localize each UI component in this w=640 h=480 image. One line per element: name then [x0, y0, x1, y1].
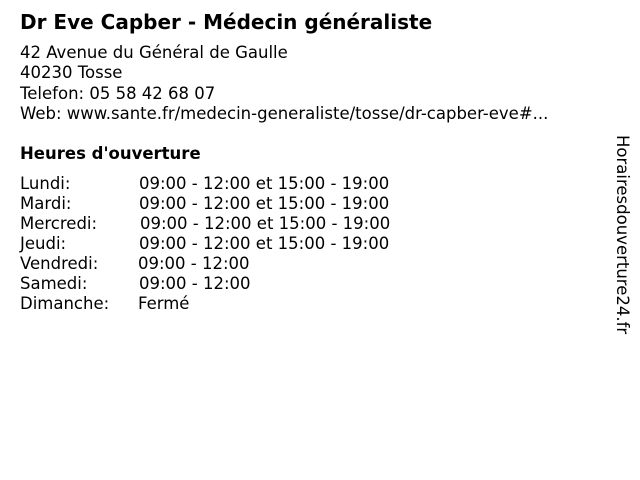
day-label: Lundi:: [20, 174, 71, 193]
day-label: Jeudi:: [20, 234, 67, 253]
time-value: 09:00 - 12:00: [138, 254, 250, 273]
site-watermark: Horairesdouverture24.fr: [613, 135, 632, 335]
time-value: 09:00 - 12:00 et 15:00 - 19:00: [139, 194, 390, 213]
phone-number: Telefon: 05 58 42 68 07: [20, 83, 216, 103]
day-label: Dimanche:: [20, 294, 110, 313]
day-label: Samedi:: [20, 274, 88, 293]
time-value: 09:00 - 12:00 et 15:00 - 19:00: [139, 174, 390, 193]
time-value: 09:00 - 12:00 et 15:00 - 19:00: [140, 214, 391, 233]
day-label: Mercredi:: [20, 214, 98, 233]
address-block: [20, 43, 548, 124]
day-label: Mardi:: [20, 194, 72, 213]
city: 40230 Tosse: [20, 63, 123, 83]
day-label: Vendredi:: [20, 254, 99, 273]
time-value: 09:00 - 12:00 et 15:00 - 19:00: [139, 234, 390, 253]
opening-hours-heading: Heures d'ouverture: [20, 144, 201, 163]
time-value: 09:00 - 12:00: [139, 274, 251, 293]
street-address: 42 Avenue du Général de Gaulle: [20, 43, 288, 62]
page-title: Dr Eve Capber - Médecin généraliste: [20, 10, 433, 34]
time-value: Fermé: [138, 294, 190, 313]
website-link[interactable]: Web: www.sante.fr/medecin-generaliste/tosse/dr-capber-eve#...: [20, 103, 549, 123]
